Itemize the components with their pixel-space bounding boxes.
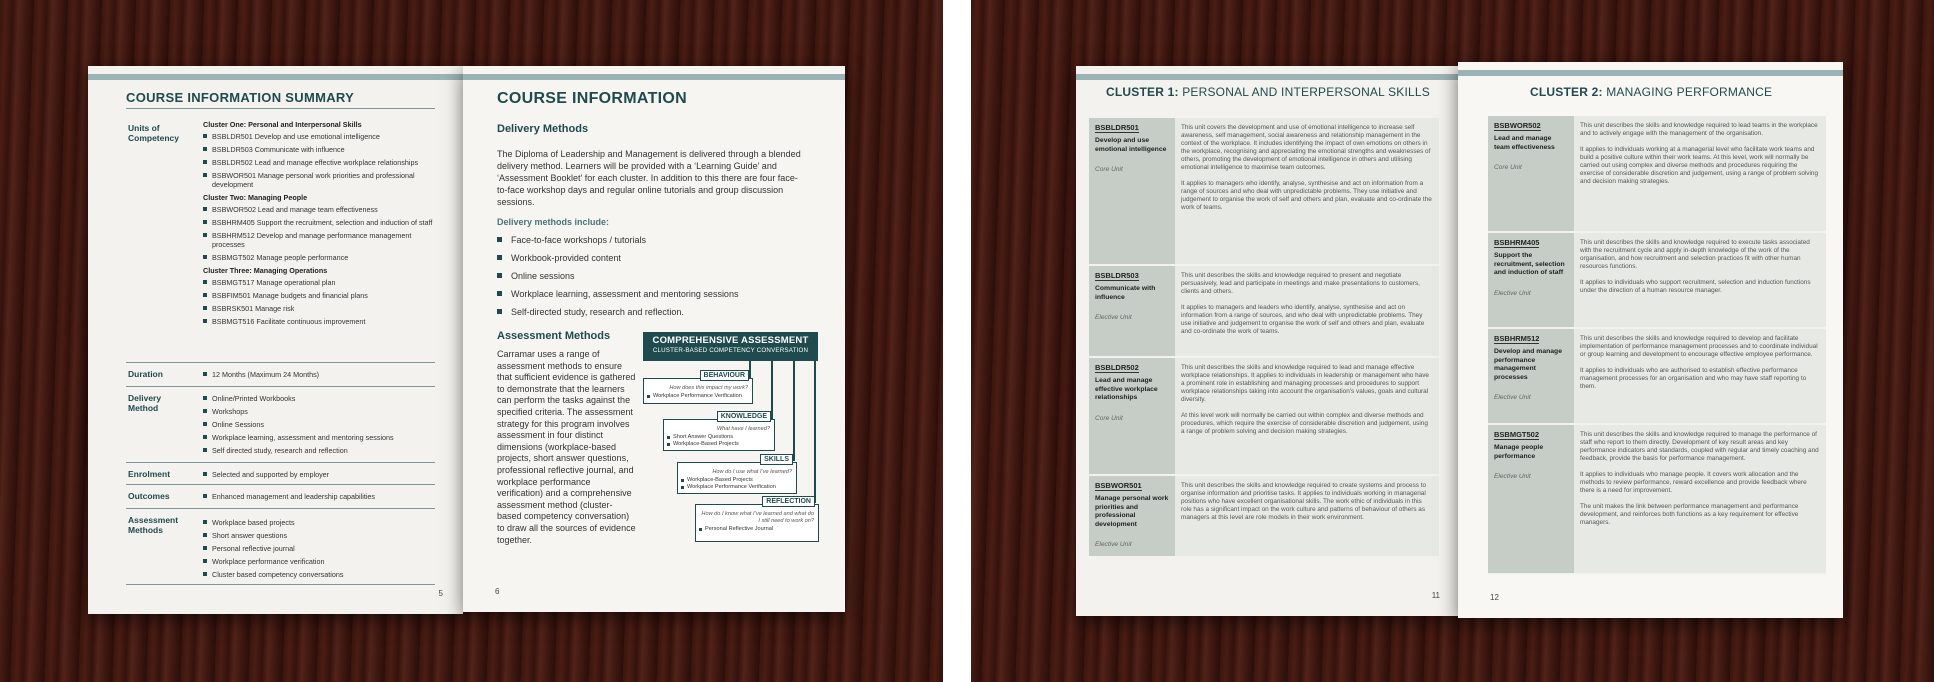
- page-cluster-1: [1076, 66, 1458, 616]
- box-evidence: Workplace Performance Verification: [647, 393, 752, 400]
- divider: [126, 484, 435, 485]
- cluster-title-bold: CLUSTER 1:: [1106, 85, 1179, 99]
- divider: [126, 386, 435, 387]
- unit-type: Core Unit: [1095, 166, 1123, 173]
- units-list: [203, 118, 433, 330]
- list-item: BSBLDR502 Lead and manage effective workplace relationships: [203, 158, 433, 167]
- delivery-label: Delivery Method: [128, 393, 162, 413]
- delivery-include-label: Delivery methods include:: [497, 217, 610, 227]
- list-item: Workbook-provided content: [497, 252, 797, 264]
- table-row: [1089, 475, 1439, 557]
- duration-list: [203, 370, 433, 383]
- unit-code: BSBHRM405: [1494, 238, 1540, 247]
- unit-name: Develop and use emotional intelligence: [1095, 137, 1167, 153]
- list-item: BSBRSK501 Manage risk: [203, 304, 433, 313]
- unit-name: Manage people performance: [1494, 444, 1544, 460]
- unit-description: This unit describes the skills and knowledge required to present and negotiate persuasively, lead and participate in meetings and make presentations to customers, clients and others.: [1181, 272, 1420, 295]
- box-label: REFLECTION: [762, 496, 815, 507]
- connector-line: [771, 361, 773, 419]
- unit-description: It applies to managers and leaders who identify, analyse, synthesise and act on information from a range of sources, and who deal with unpredictable problems. They use initiative and judgement to organise the work of self and others and plan, evaluate and co-ordinate the work of teams.: [1181, 304, 1425, 335]
- list-item: Face-to-face workshops / tutorials: [497, 234, 797, 246]
- box-evidence: Workplace-Based Projects: [681, 477, 796, 484]
- box-evidence: Workplace-Based Projects: [667, 441, 774, 448]
- list-item: Online Sessions: [203, 420, 433, 429]
- list-item: Cluster based competency conversations: [203, 570, 433, 579]
- assessment-list: [203, 518, 433, 583]
- unit-description: It applies to individuals who manage people. It covers work allocation and the methods to review performance, reward excellence and provide feedback where there is a need for improvement.: [1580, 471, 1807, 494]
- unit-name: Communicate with influence: [1095, 285, 1156, 301]
- unit-description: At this level work will normally be carried out within complex and diverse methods and procedures, which require the exercise of considerable discretion and judgement, using a range of problem solving and decision making strategies.: [1181, 412, 1428, 435]
- unit-description: This unit covers the development and use of emotional intelligence to increase self awareness, self management, social awareness and relationship management in the context of the workplace. It includes identifying the impact of own emotions on others in the workplace, recognising and appreciating the emotional strengths and weaknesses of others, promoting the development of emotional intelligence in others and utilising emotional intelligence to maximise team outcomes.: [1181, 124, 1431, 171]
- assessment-paragraph: Carramar uses a range of assessment methods to ensure that sufficient evidence is gathered to demonstrate that the learners can perform the tasks against the specified criteria. The assessment strategy for this program involves assessment in four distinct dimensions (workplace-based projects, short answer questions, professional reflective journal, and workplace performance verification) and a comprehensive assessment method (cluster-based competency conversation) to draw all the sources of evidence together.: [497, 349, 636, 545]
- table-row: [1089, 265, 1439, 357]
- page-number: 5: [438, 589, 443, 598]
- divider: [126, 108, 435, 109]
- unit-code: BSBHRM512: [1494, 334, 1540, 343]
- list-item: Personal reflective journal: [203, 544, 433, 553]
- page-number: 12: [1490, 593, 1499, 602]
- unit-description: The unit makes the link between performance management and performance development, and reinforces both functions as a key requirement for effective managers.: [1580, 503, 1799, 526]
- delivery-paragraph: The Diploma of Leadership and Management is delivered through a blended delivery method. Learners will be provided with a ‘Learning Guide’ and ‘Assessment Booklet’ for each cluster. In addition to this there are four face-to-face workshop days and regular online tutorials and group discussion sessions.: [497, 149, 801, 207]
- skills-box: [677, 456, 797, 494]
- unit-code: BSBLDR503: [1095, 271, 1139, 280]
- table-row: [1089, 118, 1439, 265]
- list-item: BSBWOR501 Manage personal work priorities and professional development: [203, 171, 433, 189]
- list-item: BSBLDR503 Communicate with influence: [203, 145, 433, 154]
- unit-description: This unit describes the skills and knowledge required to create systems and process to organise information and prioritise tasks. It applies to individuals working in managerial positions who have excellent organisational skills. The work ethic of individuals in this role has a significant impact on the work culture and patterns of behaviour of others as managers at this level are role models in their work environment.: [1181, 482, 1427, 521]
- box-evidence: Short Answer Questions: [667, 434, 774, 441]
- unit-description: It applies to managers who identify, analyse, synthesise and act on information from a range of sources and who deal with unpredictable problems. They use initiative and judgement to organise the work of self and others and plan, evaluate and co-ordinate the work of teams.: [1181, 180, 1432, 211]
- unit-type: Elective Unit: [1095, 314, 1132, 321]
- list-item: Workplace based projects: [203, 518, 433, 527]
- list-item: Short answer questions: [203, 531, 433, 540]
- assessment-diagram: [643, 332, 818, 560]
- cluster-title-bold: CLUSTER 2:: [1530, 85, 1603, 99]
- list-item: Enhanced management and leadership capabilities: [203, 492, 433, 501]
- cluster-2-title: [1530, 85, 1772, 99]
- connector-line: [749, 361, 751, 378]
- photo-divider: [943, 0, 971, 682]
- outcomes-list: [203, 492, 433, 505]
- unit-type: Elective Unit: [1494, 473, 1531, 480]
- cluster-heading: Cluster Three: Managing Operations: [203, 266, 328, 275]
- cluster-heading: Cluster One: Personal and Interpersonal Skills: [203, 120, 362, 129]
- unit-code: BSBWOR502: [1494, 121, 1541, 130]
- list-item: BSBMGT502 Manage people performance: [203, 253, 433, 262]
- unit-name: Manage personal work priorities and professional development: [1095, 495, 1169, 528]
- assessment-heading: Assessment Methods: [497, 330, 611, 342]
- page-number: 6: [495, 587, 500, 596]
- list-item: BSBMGT517 Manage operational plan: [203, 278, 433, 287]
- box-question: How do I use what I’ve learned?: [712, 469, 792, 475]
- cluster-title-rest: PERSONAL AND INTERPERSONAL SKILLS: [1178, 85, 1430, 99]
- divider: [126, 584, 435, 585]
- connector-line: [814, 361, 816, 503]
- unit-name: Lead and manage effective workplace relationships: [1095, 377, 1158, 401]
- knowledge-box: [663, 413, 775, 451]
- diagram-title: COMPREHENSIVE ASSESSMENT: [652, 335, 809, 346]
- list-item: BSBFIM501 Manage budgets and financial plans: [203, 291, 433, 300]
- delivery-heading: Delivery Methods: [497, 123, 589, 135]
- cluster-heading: Cluster Two: Managing People: [203, 193, 308, 202]
- behaviour-box: [643, 372, 753, 404]
- list-item: BSBHRM405 Support the recruitment, selection and induction of staff: [203, 218, 433, 227]
- unit-name: Support the recruitment, selection and induction of staff: [1494, 252, 1565, 276]
- page-course-info: [463, 66, 845, 612]
- list-item: Self-directed study, research and reflection.: [497, 306, 797, 318]
- list-item: Workshops: [203, 407, 433, 416]
- list-item: Online sessions: [497, 270, 797, 282]
- unit-code: BSBWOR501: [1095, 481, 1142, 490]
- units-label: Units of Competency: [128, 123, 180, 143]
- reflection-box: [695, 498, 819, 542]
- unit-code: BSBLDR502: [1095, 363, 1139, 372]
- box-label: KNOWLEDGE: [717, 411, 771, 422]
- page-course-summary: [88, 66, 463, 614]
- unit-description: It applies to individuals who support recruitment, selection and induction functions under the direction of a human resource manager.: [1580, 279, 1811, 294]
- unit-description: It applies to individuals working at a managerial level who facilitate work teams and build a positive culture within their work teams. At this level, work will normally be carried out using complex and diverse methods and procedures requiring the exercise of considerable discretion and judgement, using a range of problem solving and decision making strategies.: [1580, 146, 1819, 185]
- list-item: Self directed study, research and reflection: [203, 446, 433, 455]
- duration-label: Duration: [128, 369, 163, 379]
- diagram-subtitle: CLUSTER-BASED COMPETENCY CONVERSATION: [652, 347, 809, 354]
- enrolment-list: [203, 470, 433, 483]
- table-row: [1488, 424, 1826, 574]
- divider: [126, 508, 435, 509]
- list-item: Workplace learning, assessment and mentoring sessions: [497, 288, 797, 300]
- connector-line: [793, 361, 795, 461]
- unit-name: Develop and manage performance management processes: [1494, 348, 1562, 381]
- list-item: BSBHRM512 Develop and manage performance management processes: [203, 231, 433, 249]
- list-item: 12 Months (Maximum 24 Months): [203, 370, 433, 379]
- box-evidence: Personal Reflective Journal: [699, 526, 818, 533]
- unit-type: Elective Unit: [1095, 541, 1132, 548]
- unit-description: It applies to individuals who are authorised to establish effective performance management processes for an organisation and who may have staff reporting to them.: [1580, 367, 1807, 390]
- list-item: Workplace learning, assessment and mentoring sessions: [203, 433, 433, 442]
- list-item: Online/Printed Workbooks: [203, 394, 433, 403]
- cluster-1-title: [1106, 85, 1430, 99]
- unit-name: Lead and manage team effectiveness: [1494, 135, 1555, 151]
- divider: [126, 362, 435, 363]
- list-item: BSBMGT516 Facilitate continuous improvement: [203, 317, 433, 326]
- table-row: [1089, 357, 1439, 475]
- box-label: BEHAVIOUR: [700, 370, 749, 381]
- cluster-1-table: [1089, 118, 1439, 558]
- box-question: How does this impact my work?: [669, 385, 748, 391]
- course-info-title: COURSE INFORMATION: [497, 90, 687, 107]
- divider: [126, 462, 435, 463]
- unit-description: This unit describes the skills and knowledge required to lead and manage effective workplace relationships. It applies to individuals in leadership or management who have a prominent role in establishing and managing processes and procedures to support workplace relationships taking into account the organisation’s values, goals and cultural diversity.: [1181, 364, 1429, 403]
- box-question: How do I know what I’ve learned and what do I still need to work on?: [701, 511, 814, 524]
- unit-description: This unit describes the skills and knowledge required to manage the performance of staff who report to them directly. Development of key result areas and key performance indicators and standards, coupled with regular and timely coaching and feedback, provide the basis for performance management.: [1580, 431, 1819, 462]
- table-row: [1488, 328, 1826, 424]
- assessment-label: Assessment Methods: [128, 515, 179, 535]
- unit-type: Elective Unit: [1494, 394, 1531, 401]
- list-item: BSBWOR502 Lead and manage team effectiveness: [203, 205, 433, 214]
- table-row: [1488, 116, 1826, 232]
- delivery-methods-list: [497, 234, 797, 324]
- list-item: Selected and supported by employer: [203, 470, 433, 479]
- unit-type: Elective Unit: [1494, 289, 1531, 297]
- unit-code: BSBLDR501: [1095, 123, 1139, 132]
- box-question: What have I learned?: [716, 426, 770, 432]
- delivery-list: [203, 394, 433, 459]
- summary-title: COURSE INFORMATION SUMMARY: [126, 90, 355, 105]
- enrolment-label: Enrolment: [128, 469, 171, 479]
- unit-type: Core Unit: [1494, 164, 1522, 171]
- unit-type: Core Unit: [1095, 414, 1123, 422]
- page-number: 11: [1431, 591, 1440, 600]
- cluster-2-table: [1488, 116, 1826, 575]
- box-label: SKILLS: [760, 454, 793, 465]
- unit-description: This unit describes the skills and knowledge required to develop and facilitate implementation of performance management processes and to coordinate individual or group learning and development to encourage effective employee performance.: [1580, 335, 1818, 358]
- diagram-header: [643, 332, 818, 361]
- unit-code: BSBMGT502: [1494, 430, 1540, 439]
- outcomes-label: Outcomes: [128, 491, 170, 501]
- list-item: Workplace performance verification: [203, 557, 433, 566]
- box-evidence: Workplace Performance Verification: [681, 484, 796, 491]
- unit-description: This unit describes the skills and knowledge required to lead teams in the workplace and to actively engage with the management of the organisation.: [1580, 122, 1818, 137]
- unit-description: This unit describes the skills and knowledge required to execute tasks associated with the recruitment cycle and apply in-depth knowledge of the work of the organisation, and how recruitment and selection practices fit with other human resources functions.: [1580, 239, 1810, 270]
- list-item: BSBLDR501 Develop and use emotional intelligence: [203, 132, 433, 141]
- table-row: [1488, 232, 1826, 328]
- cluster-title-rest: MANAGING PERFORMANCE: [1602, 85, 1773, 99]
- page-cluster-2: [1458, 62, 1843, 618]
